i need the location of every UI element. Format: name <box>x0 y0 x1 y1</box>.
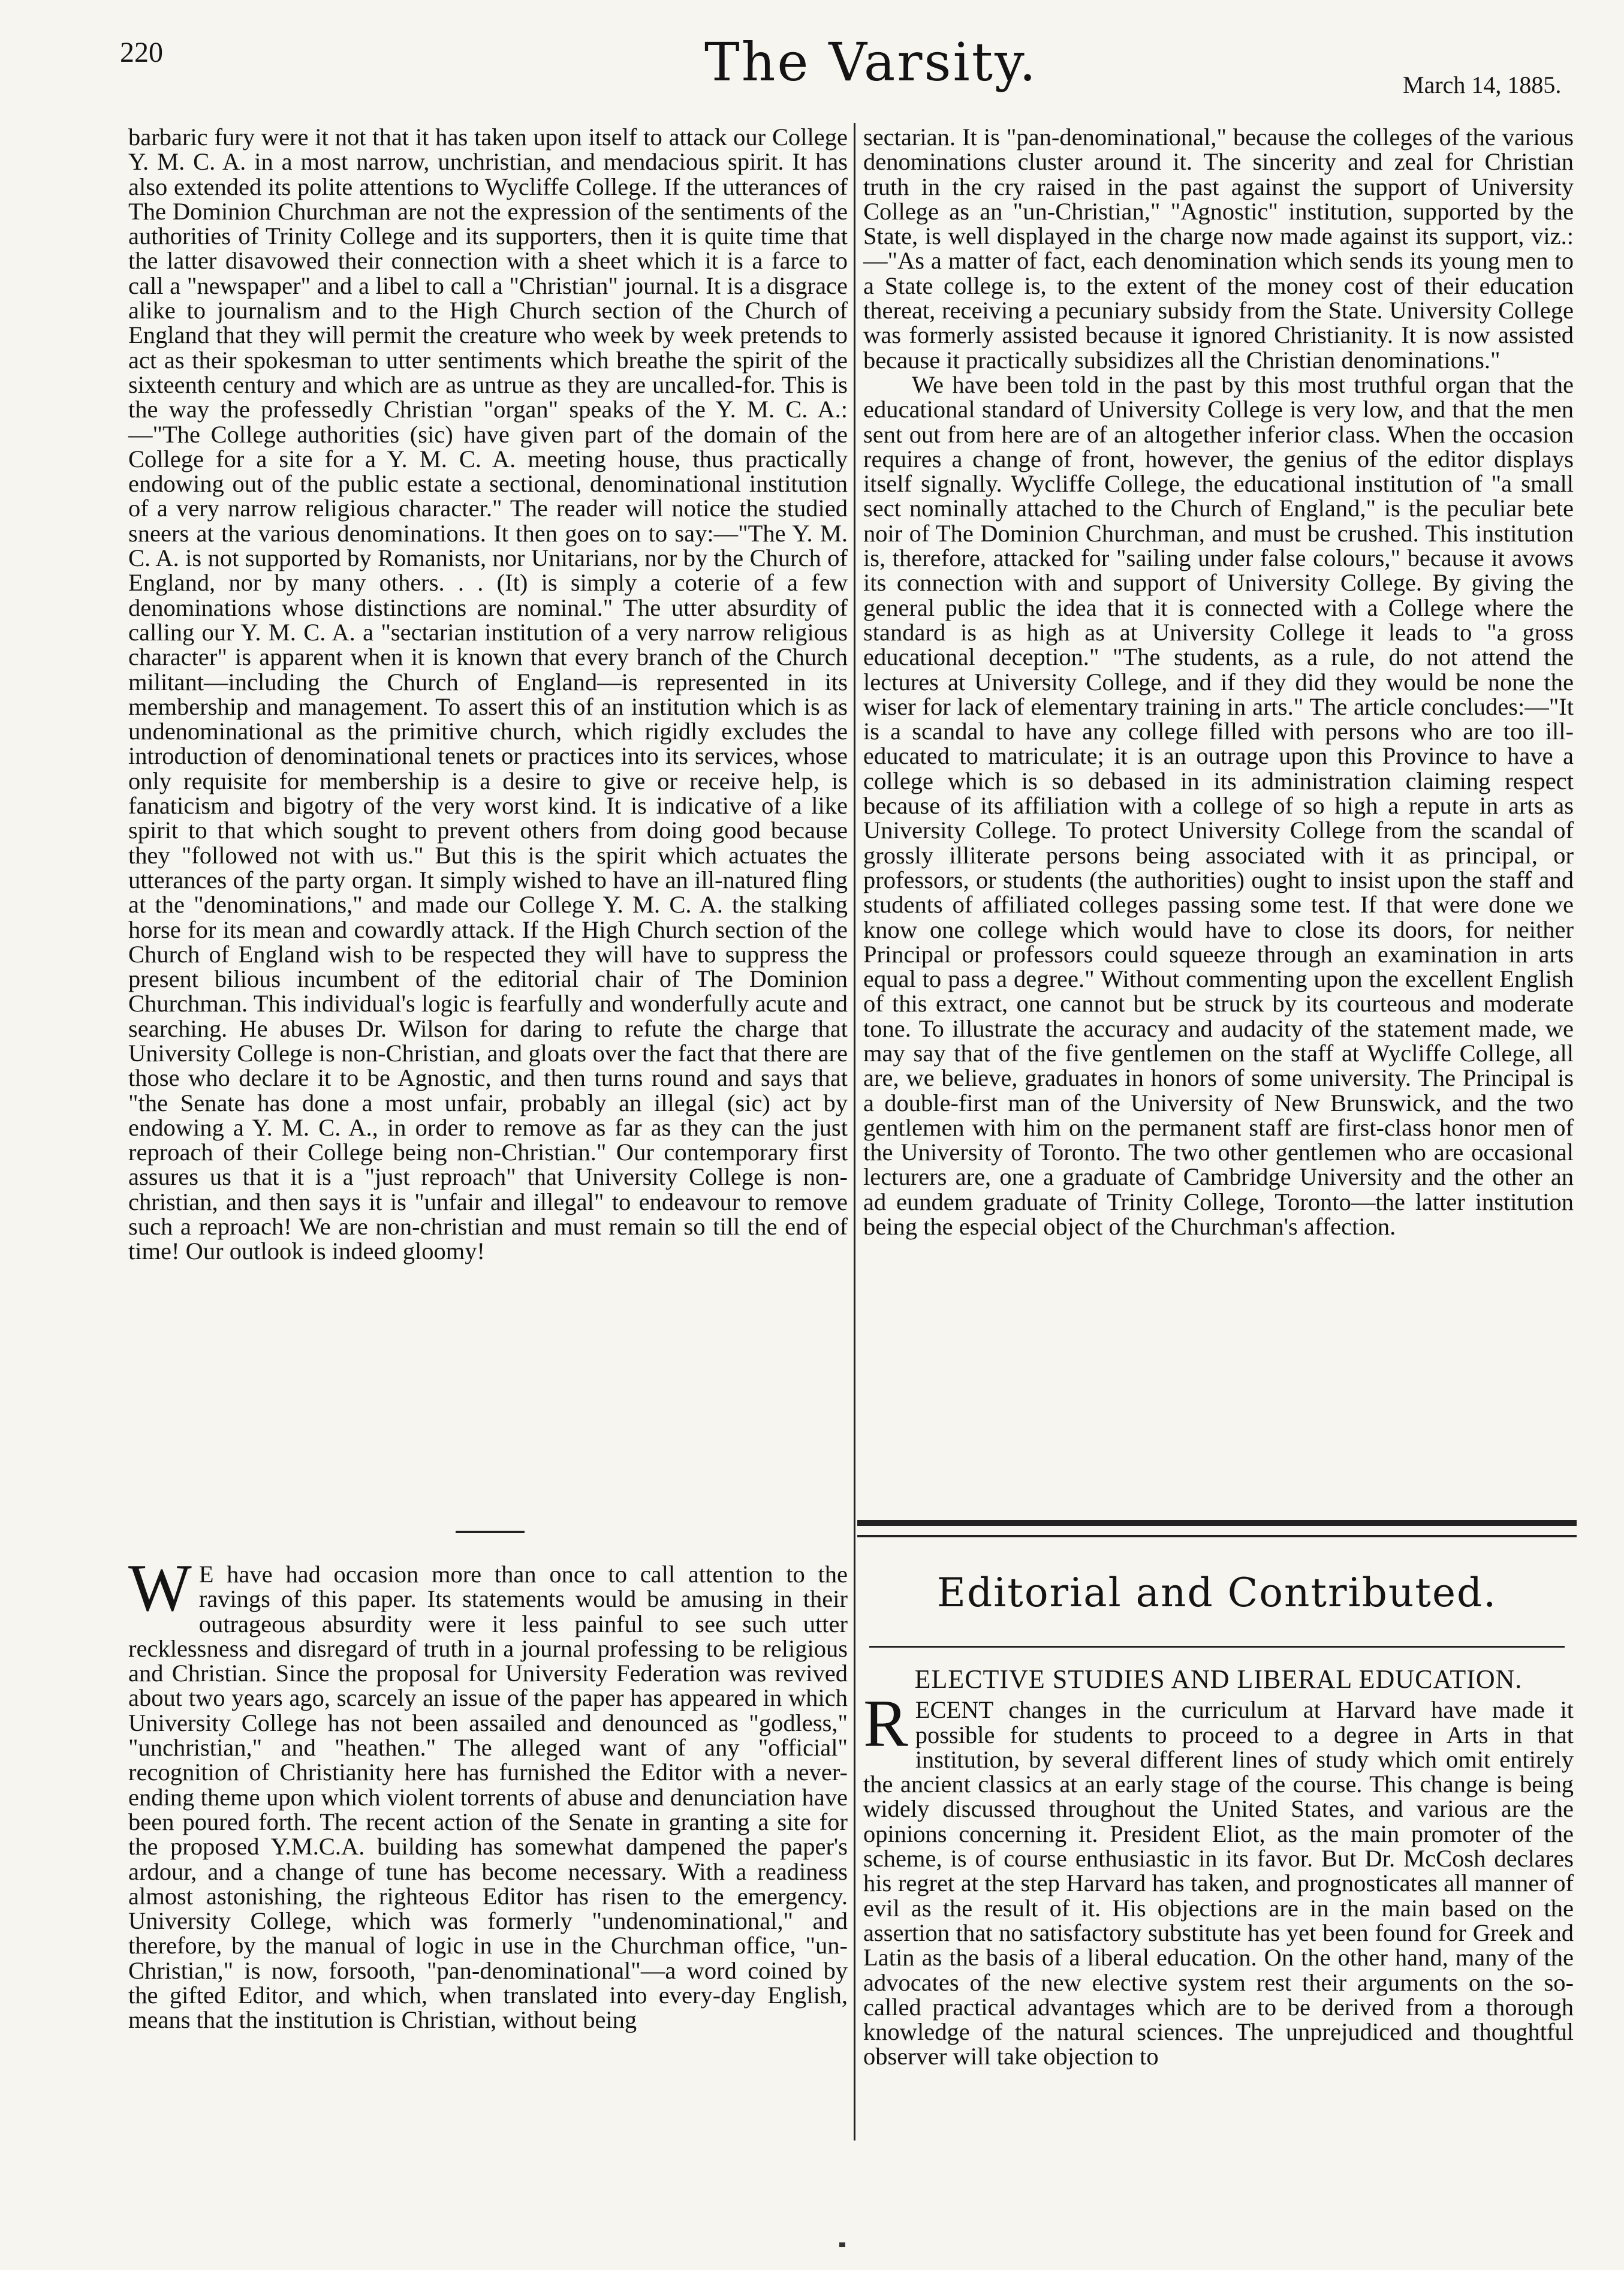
article-title: ELECTIVE STUDIES AND LIBERAL EDUCATION. <box>914 1664 1523 1694</box>
left-column-bottom <box>128 1551 848 2034</box>
paragraph: We have been told in the past by this most truthful organ that the educational standard of University College is very low, and that the men sent out from here are of an altogether inferior class. When the occasion requires a change of front, however, the genius of the editor displays itself signally. Wycliffe College, the educational institution of "a small sect nominally attached to the Church of England," is the peculiar bete noir of The Dominion Churchman, and must be crushed. This institution is, therefore, attacked for "sailing under false colours," because it avows its connection with and support of University College. By giving the general public the idea that it is connected with a College where the standard is as high as at University College it leads to "a gross educational deception." "The students, as a rule, do not attend the lectures at University College, and if they did they would be none the wiser for lack of elementary training in arts." The article concludes:—"It is a scandal to have any college filled with persons who are too ill-educated to matriculate; it is an outrage upon this Province to have a college which is so debased in its administration claiming respect because of its affiliation with a college of so high a repute in arts as University College. To protect University College from the scandal of grossly illiterate persons being associated with it as principal, or professors, or students (the authorities) ought to insist upon the staff and students of affiliated colleges passing some test. If that were done we know one college which would have to close its doors, for neither Principal or professors could squeeze through an examination in arts equal to pass a degree." Without commenting upon the excellent English of this extract, one cannot but be struck by its courteous and moderate tone. To illustrate the accuracy and audacity of the statement made, we may say that of the five gentlemen on the staff at Wycliffe College, all are, we believe, graduates in honors of some university. The Principal is a double-first man of the University of New Brunswick, and the two gentlemen with him on the permanent staff are first-class honor men of the University of Toronto. The two other gentlemen who are occasional lecturers are, one a graduate of Cambridge University and the other an ad eundem graduate of Trinity College, Toronto—the latter institution being the especial object of the Churchman's affection. <box>863 371 1574 1241</box>
paragraph: barbaric fury were it not that it has taken upon itself to attack our College Y. M. C. A. in a most narrow, unchristian, and mendacious spirit. It has also extended its polite attentions to Wycliffe College. If the utterances of The Dominion Churchman are not the expression of the sentiments of the authorities of Trinity College and its supporters, then it is quite time that the latter disavowed their connection with a sheet which it is a farce to call a "newspaper" and a libel to call a "Christian" journal. It is a disgrace alike to journalism and to the High Church section of the Church of England that they will permit the creature who week by week pretends to act as their spokesman to utter sentiments which breathe the spirit of the sixteenth century and which are as untrue as they are uncalled-for. This is the way the professedly Christian "organ" speaks of the Y. M. C. A.:—"The College authorities (sic) have given part of the domain of the College for a site for a Y. M. C. A. meeting house, thus practically endowing out of the public estate a sectional, denominational institution of a very narrow religious character." The reader will notice the studied sneers at the various denominations. It then goes on to say:—"The Y. M. C. A. is not supported by Romanists, nor Unitarians, nor by the Church of England, nor by many others. . . (It) is simply a coterie of a few denominations whose distinctions are nominal." The utter absurdity of calling our Y. M. C. A. a "sectarian institution of a very narrow religious character" is apparent when it is known that every branch of the Church militant—including the Church of England—is represented in its membership and management. To assert this of an institution which is as undenominational as the primitive church, which rigidly excludes the introduction of denominational tenets or practices into its services, whose only requisite for membership is a desire to give or receive help, is fanaticism and bigotry of the very worst kind. It is indicative of a like spirit to that which sought to prevent others from doing good because they "followed not with us." But this is the spirit which actuates the utterances of the party organ. It simply wished to have an ill-natured fling at the "denominations," and made our College Y. M. C. A. the stalking horse for its mean and cowardly attack. If the High Church section of the Church of England wish to be respected they will have to suppress the present bilious incumbent of the editorial chair of The Dominion Churchman. This individual's logic is fearfully and wonderfully acute and searching. He abuses Dr. Wilson for daring to refute the charge that University College is non-Christian, and gloats over the fact that there are those who declare it to be Agnostic, and then turns round and says that "the Senate has done a most unfair, probably an illegal (sic) act by endowing a Y. M. C. A., in order to remove as far as they can the just reproach of their College being non-Christian." Our contemporary first assures us that it is a "just reproach" that University College is non-christian, and then says it is "unfair and illegal" to endeavour to remove such a reproach! We are non-christian and must remain so till the end of time! Our outlook is indeed gloomy! <box>128 124 848 1265</box>
masthead-title: The Varsity. <box>704 31 1038 93</box>
footer-mark <box>839 2242 845 2247</box>
left-column-top <box>128 125 848 1264</box>
column-divider <box>854 123 855 2140</box>
issue-date: March 14, 1885. <box>1403 71 1562 98</box>
paragraph <box>863 1687 1574 2070</box>
paragraph-text: ECENT changes in the curriculum at Harvard have made it possible for students to proceed to a degree in Arts in that institution, by several different lines of study which omit entirely the ancient classics at an early stage of the course. This change is being widely discussed throughout the United States, and various are the opinions concerning it. President Eliot, as the main promoter of the scheme, is of course enthusiastic in its favor. But Dr. McCosh declares his regret at the step Harvard has taken, and prognosticates all manner of evil as the result of it. His objections are in the main based on the assertion that no satisfactory substitute has yet been found for Greek and Latin as the basis of a liberal education. On the other hand, many of the advocates of the new elective system rest their arguments on the so-called practical advantages which are to be derived from a thorough knowledge of the natural sciences. The unprejudiced and thoughtful observer will take objection to <box>863 1696 1574 2070</box>
paragraph: sectarian. It is "pan-denominational," because the colleges of the various denominations cluster around it. The sincerity and zeal for Christian truth in the cry raised in the past against the support of University College as an "un-Christian," "Agnostic" institution, supported by the State, is well displayed in the charge now made against its support, viz.:—"As a matter of fact, each denomination which sends its young men to a State college is, to the extent of the money cost of their education thereat, receiving a pecuniary subsidy from the State. University College was formerly assisted because it ignored Christianity. It is now assisted because it practically subsidizes all the Christian denominations." <box>863 124 1574 374</box>
page-header <box>0 0 1624 120</box>
section-divider <box>456 1531 525 1533</box>
heavy-rule <box>857 1520 1577 1526</box>
drop-cap: W <box>128 1551 192 1625</box>
paragraph-text: E have had occasion more than once to call attention to the ravings of this paper. Its statements would be amusing in their outrageous absurdity were it less painful to see such utter recklessness and disregard of truth in a journal professing to be religious and Christian. Since the proposal for University Federation was revived about two years ago, scarcely an issue of the paper has appeared in which University College has not been assailed and denounced as "godless," "unchristian," and "heathen." The alleged want of any "official" recognition of Christianity here has furnished the Editor with a never-ending theme upon which violent torrents of abuse and denunciation have been poured forth. The recent action of the Senate in granting a site for the proposed Y.M.C.A. building has somewhat dampened the paper's ardour, and a change of tune has become necessary. With a readiness almost astonishing, the righteous Editor has risen to the emergency. University College, which was formerly "undenominational," and therefore, by the manual of logic in use in the Churchman office, "un-Christian," is now, forsooth, "pan-denominational"—a word coined by the gifted Editor, and which, when translated into every-day English, means that the institution is Christian, without being <box>128 1561 848 2034</box>
drop-cap: R <box>863 1687 908 1762</box>
page-number: 220 <box>120 37 163 68</box>
section-heading: Editorial and Contributed. <box>936 1570 1498 1616</box>
thin-rule <box>857 1535 1577 1537</box>
heading-rule <box>869 1646 1565 1648</box>
paragraph <box>128 1551 848 2034</box>
article-column <box>863 1664 1574 2070</box>
right-column-top <box>863 125 1574 1239</box>
